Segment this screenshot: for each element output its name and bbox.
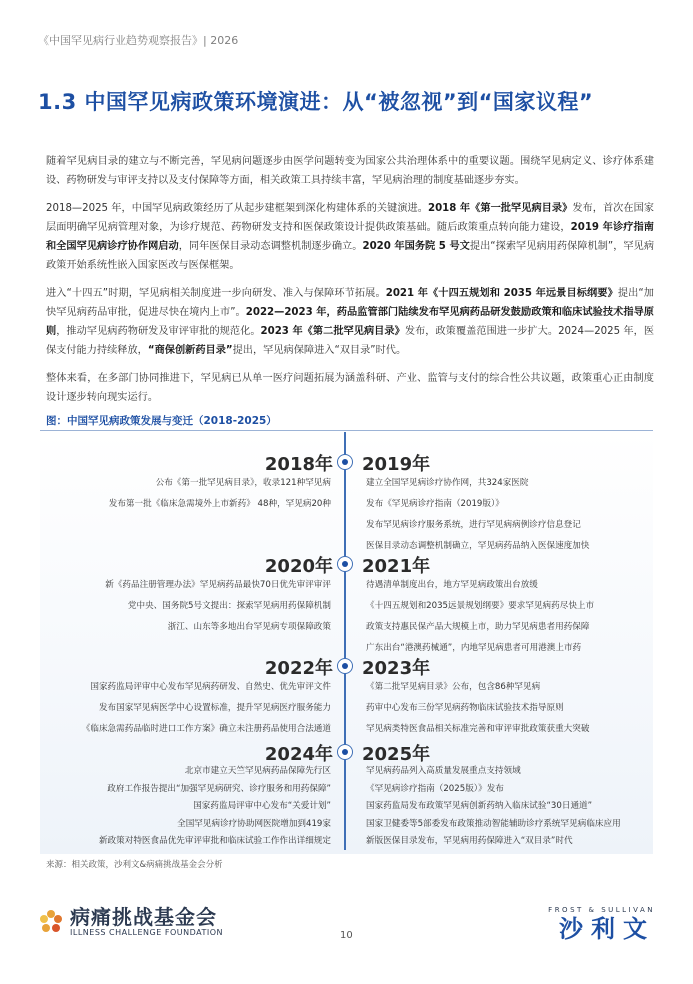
- timeline-event: 新《药品注册管理办法》罕见病药品最快70日优先审评审评: [105, 580, 331, 590]
- timeline-event: 发布罕见病诊疗服务系统，进行罕见病病例诊疗信息登记: [366, 520, 581, 530]
- timeline-event: 药审中心发布三份罕见病药物临床试验技术指导原则: [366, 703, 564, 713]
- paragraph-2: 2018—2025 年，中国罕见病政策经历了从起步建框架到深化构建体系的关键演进。2018 年《第一批罕见病目录》发布，首次在国家层面明确罕见病管理对象，为诊疗规范、药物研发支持和医保政策设计提供政策基础。随后政策重点转向能力建设，2019 年诊疗指南和全国罕见病诊疗协作网启动，同年医保目录动态调整机制逐步确立。2020 年国务院 5 号文提出“探索罕见病用药保障机制”，罕见病政策开始系统性嵌入国家医改与医保框架。: [46, 203, 655, 271]
- timeline-year-right: 2021年: [362, 556, 431, 577]
- timeline-year-left: 2022年: [264, 658, 333, 679]
- timeline-events-right: [366, 473, 589, 557]
- timeline-event: 《第二批罕见病目录》公布，包含86种罕见病: [366, 682, 541, 692]
- timeline-event: 浙江、山东等多地出台罕见病专项保障政策: [167, 622, 331, 632]
- org-name-en: ILLNESS CHALLENGE FOUNDATION: [70, 928, 223, 937]
- timeline-node-icon: [337, 658, 353, 674]
- timeline-event: 待遇清单制度出台，地方罕见病政策出台放缓: [366, 580, 538, 590]
- timeline-events-left: [99, 763, 331, 851]
- timeline-event: 发布第一批《临床急需境外上市新药》 48种，罕见病20种: [108, 499, 331, 509]
- paragraph-4: 整体来看，在多部门协同推进下，罕见病已从单一医疗问题拓展为涵盖科研、产业、监管与支付的综合性公共议题，政策重心正由制度设计逐步转向现实运行。: [46, 373, 654, 403]
- timeline-event: 新政策对特医食品优先审评审批和临床试验工作作出详细规定: [98, 836, 331, 846]
- body-text: [46, 152, 654, 416]
- timeline-event: 政府工作报告提出“加强罕见病研究、诊疗服务和用药保障”: [107, 783, 331, 794]
- timeline-event: 医保目录动态调整机制确立，罕见病药品纳入医保速度加快: [366, 541, 590, 551]
- timeline-year-left: 2024年: [264, 744, 333, 765]
- timeline-event: 国家药监局发布政策罕见病创新药纳入临床试验“30日通道”: [366, 801, 593, 811]
- timeline-year-right: 2019年: [362, 454, 431, 475]
- timeline-events-right: [366, 575, 594, 659]
- timeline-node-icon: [337, 556, 353, 572]
- paragraph-3: 进入“十四五”时期，罕见病相关制度进一步向研发、准入与保障环节拓展。2021 年《十四五规划和 2035 年远景目标纲要》提出“加快罕见病药品审批，促进尽快在境内上市”。2022—2023 年，药品监管部门陆续发布罕见病药品研发鼓励政策和临床试验技术指导原则，推动罕见病药物研发及审评审批的规范化。2023 年《第二批罕见病目录》发布，政策覆盖范围进一步扩大。2024—2025 年，医保支付能力持续释放，“商保创新药目录”提出，罕见病保障进入“双目录”时代。: [46, 288, 655, 356]
- paragraph-1: 随着罕见病目录的建立与不断完善，罕见病问题逐步由医学问题转变为国家公共治理体系中的重要议题。围绕罕见病定义、诊疗体系建设、药物研发与审评支持以及支付保障等方面，相关政策工具持续丰富，罕见病治理的制度基础逐步夯实。: [46, 156, 654, 186]
- figure-caption: 图：中国罕见病政策发展与变迁（2018-2025）: [46, 415, 277, 427]
- page-number: 10: [340, 930, 353, 941]
- timeline-axis: [344, 432, 346, 850]
- timeline-event: 北京市建立天竺罕见病药品保障先行区: [184, 766, 331, 776]
- timeline-year-right: 2023年: [362, 658, 431, 679]
- timeline-year-left: 2018年: [264, 454, 333, 475]
- timeline-events-left: [105, 575, 331, 638]
- timeline-node-icon: [337, 454, 353, 470]
- section-title: 1.3 中国罕见病政策环境演进：从“被忽视”到“国家议程”: [38, 90, 594, 114]
- org-name-cn: 病痛挑战基金会: [70, 905, 217, 929]
- timeline-event: 国家卫健委等5部委发布政策推动智能辅助诊疗系统罕见病临床应用: [366, 818, 621, 829]
- partner-name-cn: 沙利文: [559, 915, 655, 943]
- timeline-event: 政策支持惠民保产品大规模上市，助力罕见病患者用药保障: [366, 622, 590, 632]
- timeline-event: 党中央、国务院5号文提出：探索罕见病用药保障机制: [127, 601, 331, 611]
- timeline-event: 《临床急需药品临时进口工作方案》确立未注册药品使用合法通道: [81, 724, 331, 734]
- timeline-event: 国家药监局评审中心发布“关爱计划”: [193, 801, 331, 811]
- timeline-events-right: [366, 677, 589, 740]
- timeline-event: 罕见病类特医食品相关标准完善和审评审批政策获重大突破: [366, 724, 590, 734]
- partner-name-en: FROST & SULLIVAN: [548, 906, 655, 914]
- timeline-event: 发布《罕见病诊疗指南（2019版）》: [366, 499, 504, 509]
- timeline-events-left: [109, 473, 331, 515]
- timeline-event: 发布国家罕见病医学中心设置标准，提升罕见病医疗服务能力: [98, 703, 331, 713]
- org-logo: [38, 906, 223, 937]
- timeline-event: 罕见病药品列入高质量发展重点支持领域: [366, 766, 521, 776]
- partner-logo: [548, 906, 655, 944]
- running-header: 《中国罕见病行业趋势观察报告》| 2026: [38, 34, 239, 47]
- timeline-event: 《罕见病诊疗指南（2025版）》发布: [366, 783, 504, 794]
- timeline-node-icon: [337, 744, 353, 760]
- flower-icon: [38, 909, 64, 935]
- timeline-events-right: [366, 763, 621, 851]
- timeline-event: 广东出台“港澳药械通”，内地罕见病患者可用港澳上市药: [366, 643, 582, 653]
- timeline-event: 建立全国罕见病诊疗协作网，共324家医院: [366, 478, 529, 488]
- timeline-year-right: 2025年: [362, 744, 431, 765]
- timeline-event: 公布《第一批罕见病目录》，收录121种罕见病: [155, 478, 331, 488]
- timeline-year-left: 2020年: [264, 556, 333, 577]
- timeline-event: 全国罕见病诊疗协助网医院增加到419家: [177, 818, 331, 829]
- timeline-event: 新版医保目录发布，罕见病用药保障进入“双目录”时代: [366, 836, 573, 846]
- figure-source: 来源：相关政策，沙利文&病痛挑战基金会分析: [46, 860, 223, 870]
- timeline-events-left: [82, 677, 331, 740]
- timeline-event: 国家药监局评审中心发布罕见病药研发、自然史、优先审评文件: [90, 682, 331, 692]
- timeline-event: 《十四五规划和2035远景规划纲要》要求罕见病药尽快上市: [366, 601, 595, 611]
